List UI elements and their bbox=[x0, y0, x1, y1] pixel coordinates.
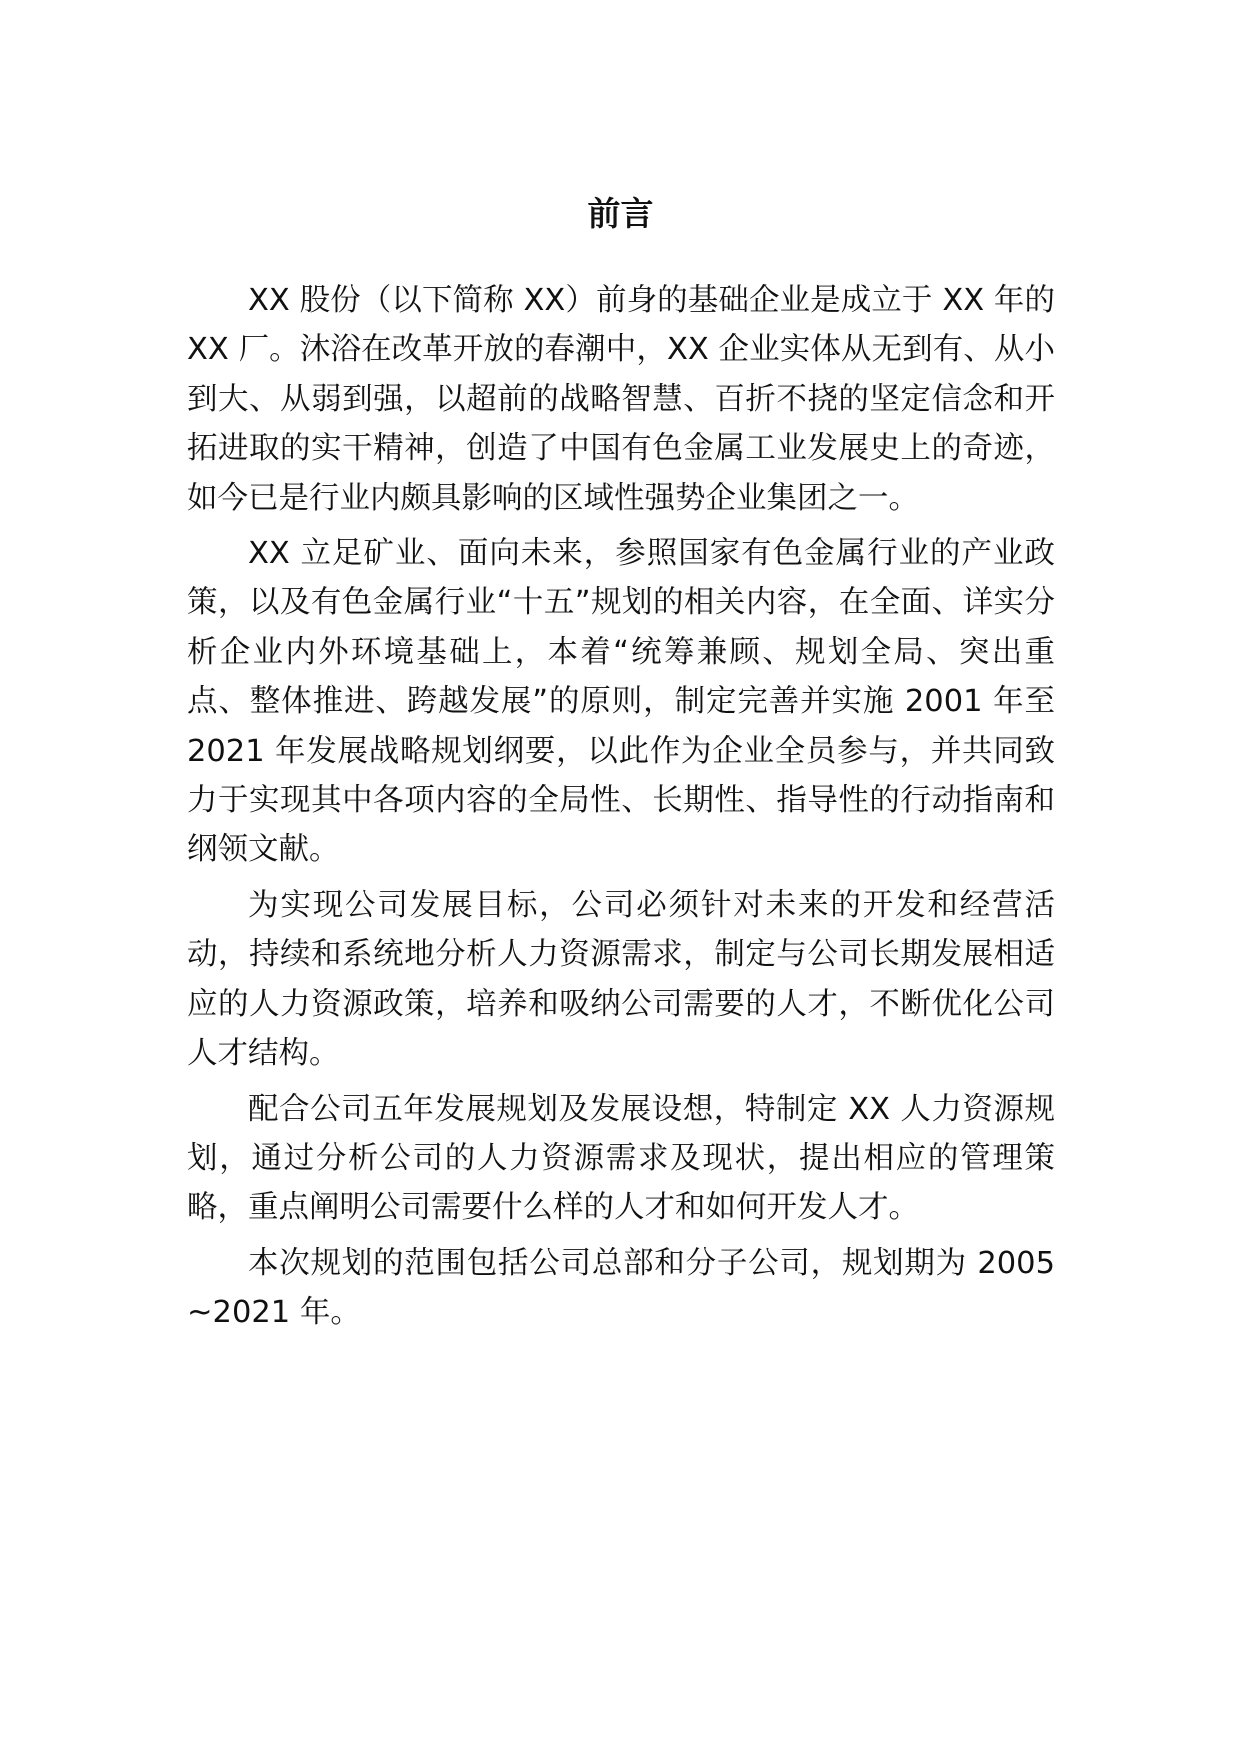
paragraph-hr-needs: 为实现公司发展目标，公司必须针对未来的开发和经营活动，持续和系统地分析人力资源需求，制定与公司长期发展相适应的人力资源政策，培养和吸纳公司需要的人才，不断优化公司人才结构。 bbox=[187, 887, 1055, 1072]
paragraph-scope: 本次规划的范围包括公司总部和分子公司，规划期为 2005~2021 年。 bbox=[187, 1245, 1055, 1331]
paragraph-strategy: XX 立足矿业、面向未来，参照国家有色金属行业的产业政策，以及有色金属行业“十五”规划的相关内容，在全面、详实分析企业内外环境基础上，本着“统筹兼顾、规划全局、突出重点、整体推进、跨越发展”的原则，制定完善并实施 2001 年至 2021 年发展战略规划纲要，以此作为企业全员参与，并共同致力于实现其中各项内容的全局性、长期性、指导性的行动指南和纲领文献。 bbox=[187, 536, 1055, 868]
paragraph-hr-plan: 配合公司五年发展规划及发展设想，特制定 XX 人力资源规划，通过分析公司的人力资源需求及现状，提出相应的管理策略，重点阐明公司需要什么样的人才和如何开发人才。 bbox=[187, 1091, 1055, 1226]
page-title: 前言 bbox=[587, 194, 654, 233]
paragraph-history: XX 股份（以下简称 XX）前身的基础企业是成立于 XX 年的 XX 厂。沐浴在改革开放的春潮中，XX 企业实体从无到有、从小到大、从弱到强，以超前的战略智慧、百折不挠的坚定信念和开拓进取的实干精神，创造了中国有色金属工业发展史上的奇迹，如今已是行业内颇具影响的区域性强势企业集团之一。 bbox=[187, 283, 1055, 516]
document-body bbox=[187, 276, 1055, 1344]
